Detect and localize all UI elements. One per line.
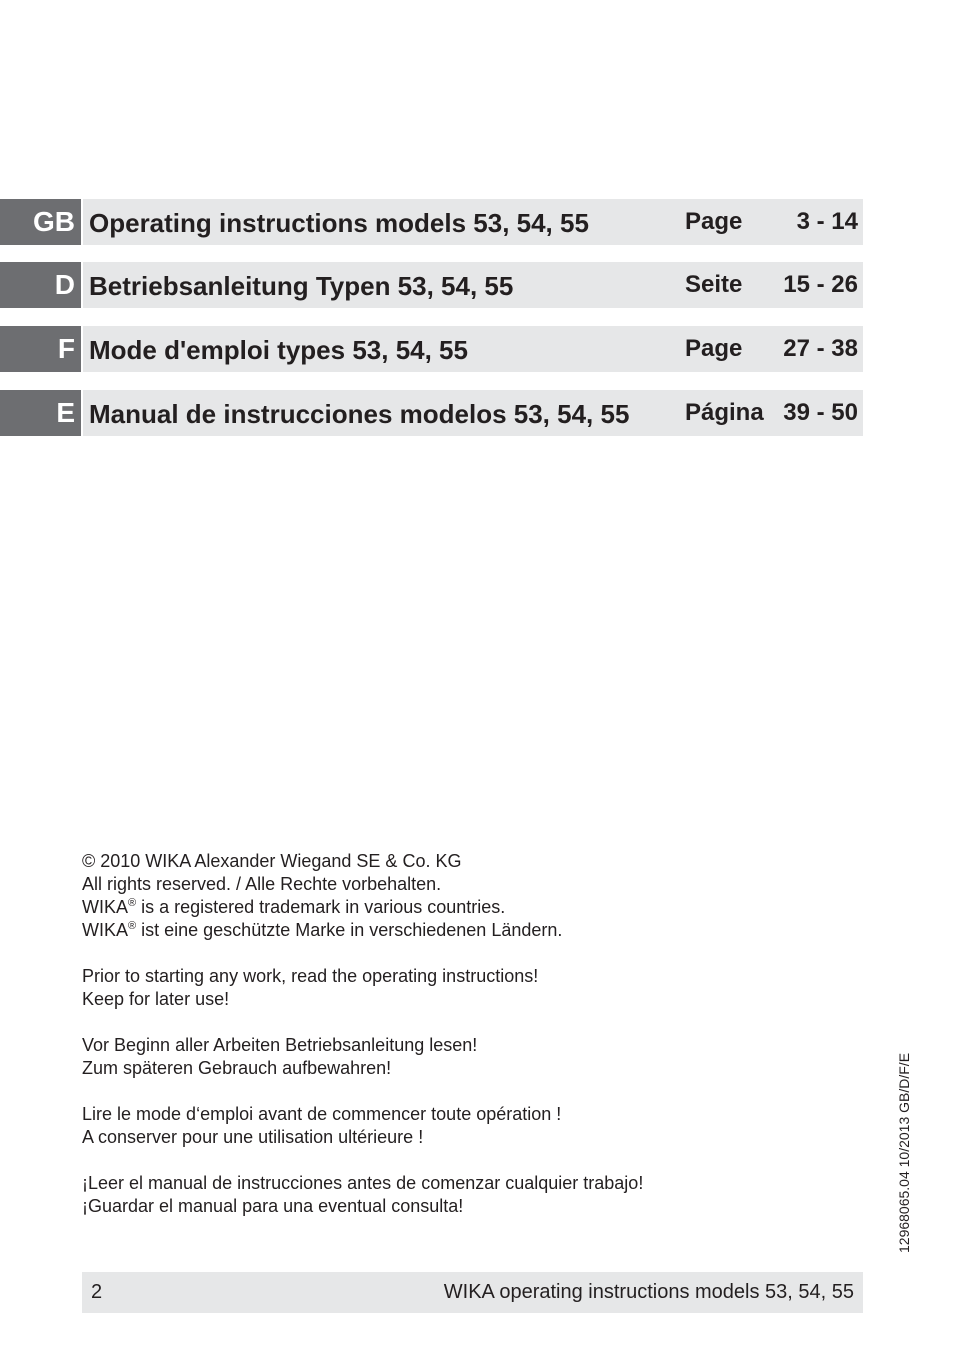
toc-row-gb[interactable]	[0, 199, 863, 245]
copyright-paragraph	[82, 850, 842, 942]
toc-page-range: 27 - 38	[783, 335, 858, 362]
trademark-text-en: is a registered trademark in various countries.	[136, 897, 506, 917]
copyright-line: © 2010 WIKA Alexander Wiegand SE & Co. KG	[82, 851, 462, 871]
toc-page-range: 39 - 50	[783, 399, 858, 426]
trademark-line-de	[82, 919, 842, 942]
toc-language-code: F	[0, 326, 81, 372]
toc-title: Mode d'emploi types 53, 54, 55	[89, 335, 468, 365]
brand-name: WIKA	[82, 897, 129, 917]
toc-page-range: 3 - 14	[796, 208, 858, 235]
toc-language-code: D	[0, 262, 81, 308]
toc-title: Manual de instrucciones modelos 53, 54, 55	[89, 399, 630, 429]
toc-page-label: Página	[685, 399, 764, 426]
notice-spanish	[82, 1172, 842, 1218]
notice-line: A conserver pour une utilisation ultérieure !	[82, 1127, 424, 1147]
trademark-line-en	[82, 896, 842, 919]
toc-page-range: 15 - 26	[783, 271, 858, 298]
rights-line: All rights reserved. / Alle Rechte vorbehalten.	[82, 874, 442, 894]
toc-row-f[interactable]	[0, 326, 863, 372]
toc-language-code: E	[0, 390, 81, 436]
footer-title: WIKA operating instructions models 53, 54, 55	[443, 1281, 854, 1303]
document-code: 12968065.04 10/2013 GB/D/F/E	[896, 1052, 912, 1253]
page-number: 2	[91, 1281, 103, 1303]
toc-language-code: GB	[0, 199, 81, 245]
toc-page-label: Page	[685, 208, 743, 235]
notice-german	[82, 1034, 842, 1080]
notice-line: ¡Guardar el manual para una eventual consulta!	[82, 1196, 464, 1216]
toc-row-d[interactable]	[0, 262, 863, 308]
toc-title: Betriebsanleitung Typen 53, 54, 55	[89, 271, 514, 301]
trademark-text-de: ist eine geschützte Marke in verschiedenen Ländern.	[136, 920, 563, 940]
registered-mark: ®	[128, 920, 137, 932]
toc-row-e[interactable]	[0, 390, 863, 436]
notice-line: Vor Beginn aller Arbeiten Betriebsanleitung lesen!	[82, 1035, 478, 1055]
brand-name: WIKA	[82, 920, 129, 940]
registered-mark: ®	[128, 897, 137, 909]
legal-notice-block	[82, 850, 842, 1241]
toc-page-label: Page	[685, 335, 743, 362]
notice-english	[82, 965, 842, 1011]
notice-french	[82, 1103, 842, 1149]
toc-page-label: Seite	[685, 271, 743, 298]
toc-title: Operating instructions models 53, 54, 55	[89, 208, 589, 238]
notice-line: Prior to starting any work, read the operating instructions!	[82, 966, 539, 986]
page-footer	[82, 1272, 863, 1313]
notice-line: ¡Leer el manual de instrucciones antes de comenzar cualquier trabajo!	[82, 1173, 644, 1193]
notice-line: Zum späteren Gebrauch aufbewahren!	[82, 1058, 392, 1078]
notice-line: Lire le mode d‘emploi avant de commencer toute opération !	[82, 1104, 562, 1124]
notice-line: Keep for later use!	[82, 989, 230, 1009]
